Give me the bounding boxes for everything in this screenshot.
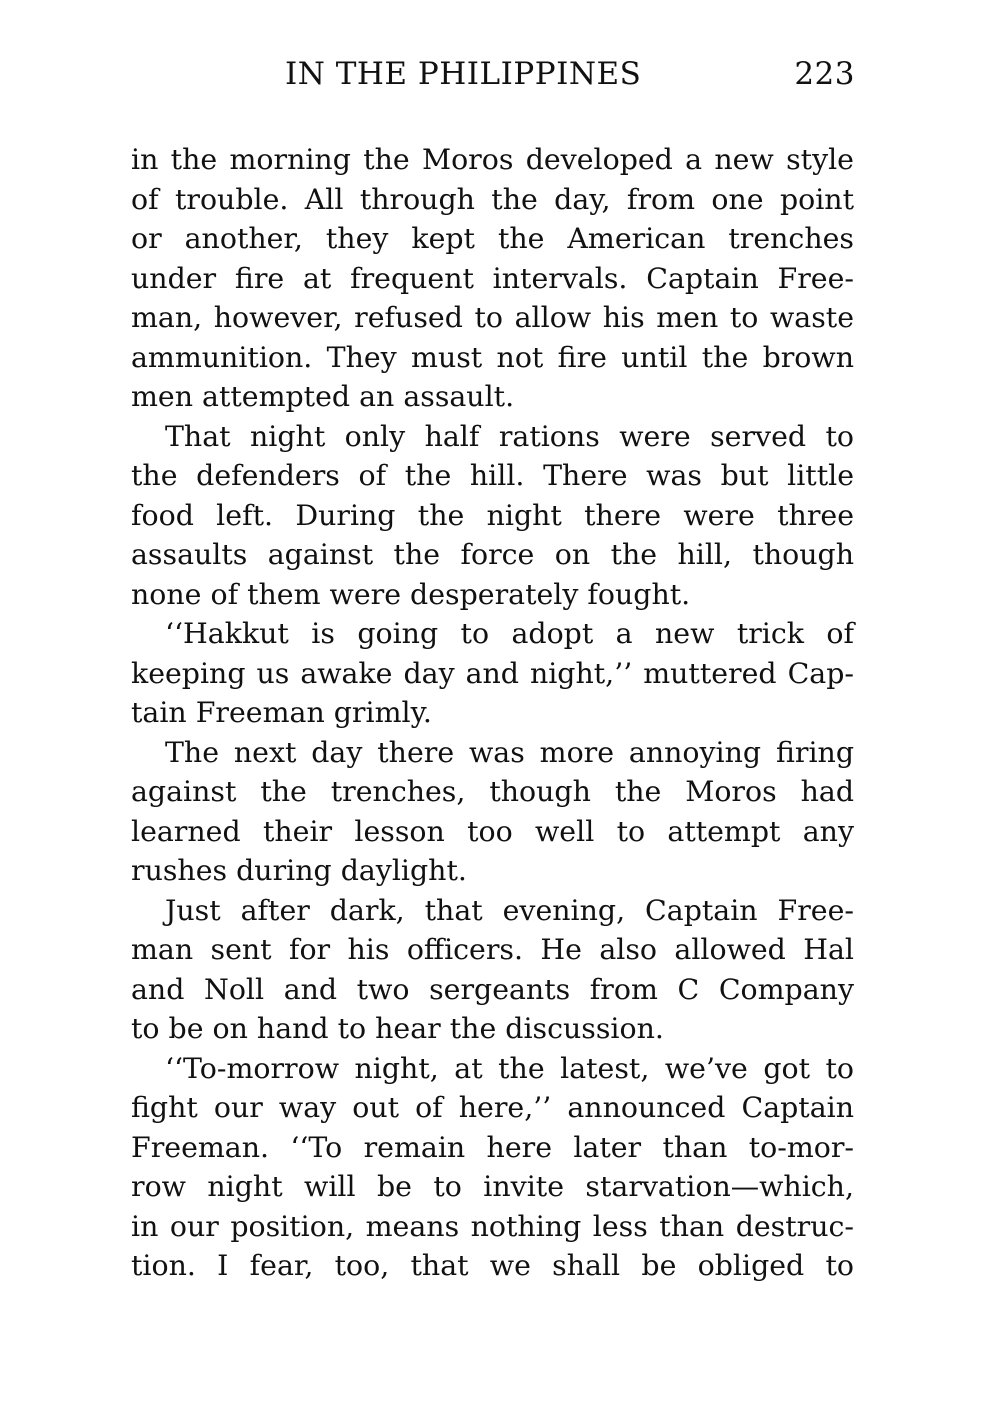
text-line: Just after dark, that evening, Captain Free-: [165, 893, 854, 927]
text-line: against the trenches, though the Moros had: [131, 775, 854, 808]
text-line: and Noll and two sergeants from C Company: [131, 972, 854, 1006]
text-line: or another, they kept the American trenches: [131, 222, 854, 255]
text-line: That night only half rations were served to: [165, 419, 854, 453]
text-line: learned their lesson too well to attempt any: [131, 814, 854, 848]
text-line: in the morning the Moros developed a new style: [131, 143, 854, 176]
text-line: food left. During the night there were three: [131, 498, 854, 532]
page-number: 223: [794, 56, 855, 92]
text-line: man sent for his officers. He also allowed Hal: [131, 933, 854, 966]
text-line: ‘‘To-morrow night, at the latest, we’ve got to: [165, 1051, 854, 1085]
text-line: rushes during daylight.: [131, 854, 467, 887]
text-line: The next day there was more annoying firing: [165, 735, 854, 769]
text-line: row night will be to invite starvation—which,: [131, 1170, 854, 1203]
text-line: ‘‘Hakkut is going to adopt a new trick of: [165, 617, 854, 650]
text-line: tion. I fear, too, that we shall be obliged to: [131, 1249, 854, 1282]
text-line: in our position, means nothing less than destruc-: [131, 1209, 854, 1243]
running-head: [130, 56, 855, 96]
text-line: men attempted an assault.: [131, 380, 515, 413]
running-title: IN THE PHILIPPINES: [285, 56, 642, 92]
text-line: none of them were desperately fought.: [131, 577, 691, 611]
text-line: tain Freeman grimly.: [131, 696, 432, 729]
text-line: keeping us awake day and night,’’ muttered Cap-: [131, 656, 854, 690]
text-line: assaults against the force on the hill, though: [131, 538, 854, 571]
text-line: ammunition. They must not fire until the brown: [131, 340, 854, 374]
text-line: to be on hand to hear the discussion.: [131, 1012, 664, 1045]
text-line: under fire at frequent intervals. Captain Free-: [131, 261, 854, 295]
body-text: [131, 140, 854, 1286]
text-line: of trouble. All through the day, from one point: [131, 182, 854, 216]
text-line: the defenders of the hill. There was but little: [131, 459, 854, 492]
text-line: fight our way out of here,’’ announced Captain: [131, 1091, 854, 1124]
text-line: man, however, refused to allow his men to waste: [131, 301, 854, 334]
text-line: Freeman. ‘‘To remain here later than to-mor-: [131, 1130, 854, 1164]
